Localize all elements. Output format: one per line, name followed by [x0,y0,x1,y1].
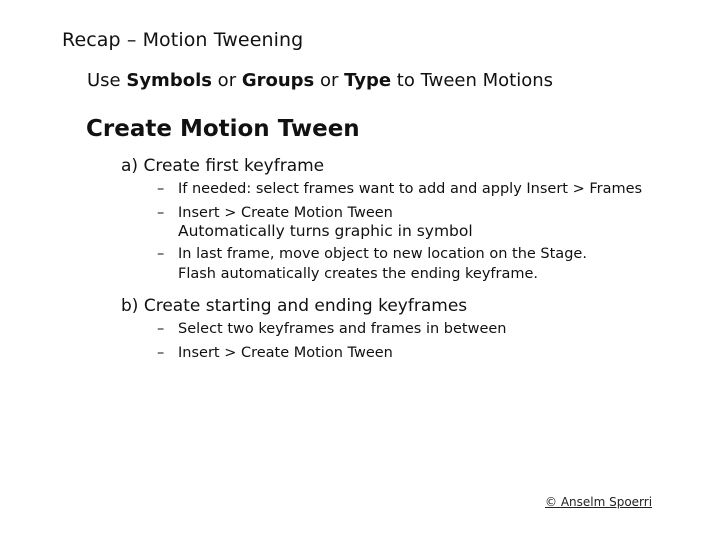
subtitle-keyword-groups: Groups [241,70,315,91]
section-heading: Create Motion Tween [86,116,360,142]
step-b-bullet [157,321,507,337]
step-b-label: b) Create starting and ending keyframes [121,296,468,316]
bullet-text: Insert > Create Motion Tween [178,205,393,221]
bullet-text: In last frame, move object to new location on the Stage. [178,246,587,262]
bullet-dash: – [157,181,165,197]
slide-subtitle [87,70,553,91]
step-a-bullet-continuation: Flash automatically creates the ending keyframe. [178,266,539,282]
copyright-footer: © Anselm Spoerri [545,495,653,509]
slide-title: Recap – Motion Tweening [62,29,304,51]
bullet-dash: – [157,321,165,337]
step-b-bullet [157,345,393,361]
step-a-bullet [157,181,642,197]
step-a-bullet [157,205,393,221]
step-a-bullet-continuation: Automatically turns graphic in symbol [178,222,473,240]
bullet-dash: – [157,345,165,361]
step-a-label: a) Create first keyframe [121,156,325,176]
bullet-text: Insert > Create Motion Tween [178,345,393,361]
subtitle-text: or [211,70,242,91]
bullet-dash: – [157,246,165,262]
subtitle-text: Use [87,70,127,91]
bullet-dash: – [157,205,165,221]
bullet-text: Select two keyframes and frames in between [178,321,507,337]
subtitle-keyword-symbols: Symbols [126,70,212,91]
subtitle-keyword-type: Type [344,70,392,91]
bullet-text: If needed: select frames want to add and apply Insert > Frames [178,181,643,197]
subtitle-text: or [314,70,345,91]
subtitle-text: to Tween Motions [391,70,554,91]
step-a-bullet [157,246,587,262]
